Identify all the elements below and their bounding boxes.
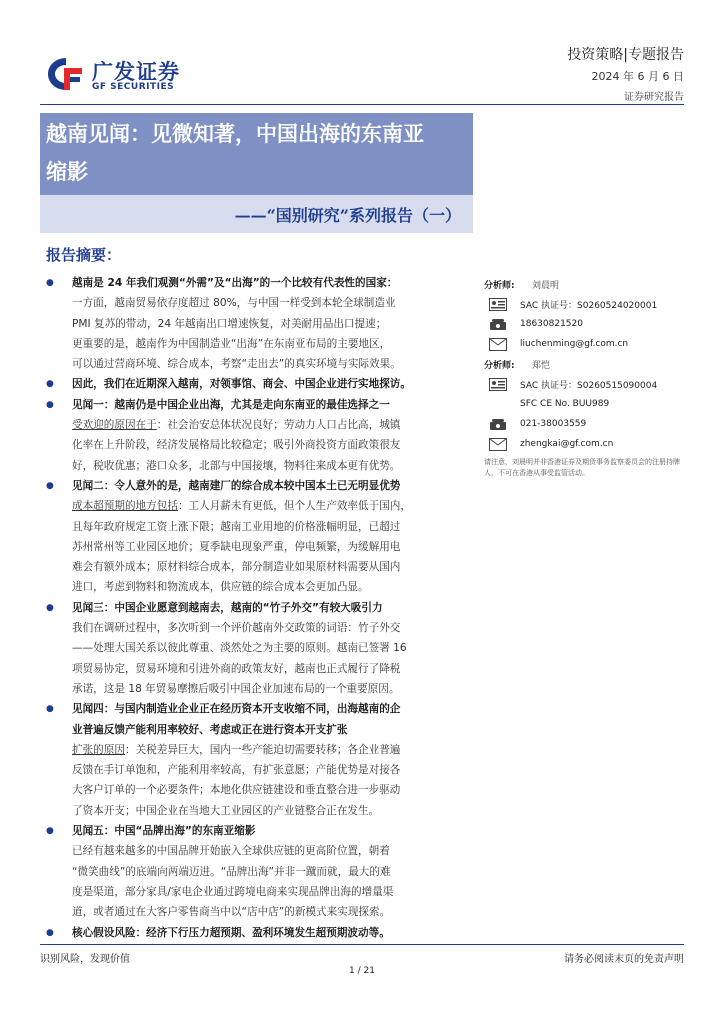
summary-heading: 报告摘要： — [46, 246, 122, 264]
summary-line — [46, 841, 466, 861]
line-text: 大客户订单的一个必要条件；本地化供应链建设和垂直整合进一步驱动 — [72, 784, 401, 797]
summary-line — [46, 577, 466, 597]
report-title-cont: 缩影 — [46, 159, 88, 184]
bullet-icon: ● — [46, 278, 54, 288]
analyst-2-sfc — [484, 394, 609, 414]
analyst-email[interactable]: liuchenming@gf.com.cn — [520, 339, 629, 349]
summary-line — [46, 415, 466, 435]
summary-line — [46, 638, 466, 658]
analyst-disclaimer: 请注意，刘晨明并非香港证券及期货事务监察委员会的注册持牌人，不可在香港从事受监管活动。 — [484, 458, 680, 477]
summary-line — [46, 334, 466, 354]
summary-line — [46, 720, 466, 740]
line-text: 道，或者通过在大客户零售商当中以“店中店”的新模式来实现探索。 — [72, 906, 391, 919]
summary-line — [46, 435, 466, 455]
line-text: 见闻四：与国内制造业企业正在经历资本开支收缩不同，出海越南的企 — [72, 703, 401, 716]
analyst-1-sac — [484, 294, 657, 314]
line-text: 难会有额外成本；原材料综合成本，部分制造业如果原材料需要从国内 — [72, 561, 401, 574]
page-number: 1 / 21 — [349, 966, 375, 976]
summary-point — [46, 395, 466, 415]
line-text: 更重要的是，越南作为中国制造业“出海”在东南亚布局的主要地区， — [72, 337, 391, 350]
summary-line — [46, 354, 466, 374]
report-subtitle: ——“国别研究”系列报告（一） — [234, 206, 461, 225]
summary-line — [46, 801, 466, 821]
analyst-sac: SAC 执证号：S0260515090004 — [520, 380, 658, 391]
logo-en-text: GF SECURITIES — [92, 82, 175, 92]
bullet-icon: ● — [46, 704, 54, 715]
analyst-name: 刘晨明 — [532, 280, 560, 291]
line-text: ：工人月薪未有更低，但个人生产效率低于国内， — [177, 500, 411, 513]
line-text: 进口，考虑到物料和物流成本，供应链的综合成本会更加凸显。 — [72, 581, 369, 594]
phone-icon — [488, 417, 508, 431]
header-divider — [40, 104, 684, 105]
line-text: 且每年政府规定工资上涨下限；越南工业用地的价格涨幅明显，已超过 — [72, 520, 401, 533]
analyst-name: 郑恺 — [532, 360, 551, 371]
summary-line — [46, 293, 466, 313]
report-date: 2024 年 6 月 6 日 — [591, 70, 684, 83]
phone-icon — [488, 317, 508, 331]
analyst-phone: 021-38003559 — [520, 419, 587, 429]
summary-point — [46, 476, 466, 496]
bullet-icon: ● — [46, 379, 54, 390]
line-text: 已经有越来越多的中国品牌开始嵌入全球供应链的更高阶位置，朝着 — [72, 845, 390, 858]
footer-divider — [40, 944, 684, 945]
analyst-label: 分析师: — [484, 280, 515, 291]
summary-point — [46, 598, 466, 618]
underlined-phrase: 成本超预期的地方包括 — [72, 500, 178, 513]
line-text: 见闻五：中国“品牌出海”的东南亚缩影 — [72, 825, 256, 838]
summary-line — [46, 496, 466, 516]
summary-point — [46, 374, 466, 394]
line-text: 度是渠道，部分家具/家电企业通过跨境电商来实现品牌出海的增量渠 — [72, 885, 394, 898]
analyst-1-phone — [484, 314, 583, 334]
summary-line — [46, 659, 466, 679]
line-text: PMI 复苏的带动，24 年越南出口增速恢复，对美耐用品出口提速； — [72, 317, 387, 330]
analyst-1-header — [484, 274, 559, 294]
summary-line — [46, 882, 466, 902]
footer-slogan: 识别风险，发现价值 — [40, 954, 130, 965]
analyst-1-email[interactable] — [484, 334, 628, 354]
analyst-phone: 18630821520 — [520, 319, 583, 329]
analyst-label: 分析师: — [484, 360, 515, 371]
bullet-icon: ● — [46, 399, 54, 410]
id-card-icon — [488, 377, 508, 391]
logo-text: 广发证券 — [92, 60, 180, 84]
underlined-phrase: 受欢迎的原因在于 — [72, 419, 157, 432]
summary-line — [46, 780, 466, 800]
summary-point — [46, 923, 466, 943]
summary-point — [46, 273, 466, 293]
line-text: 因此，我们在近期深入越南，对领事馆、商会、中国企业进行实地探访。 — [72, 378, 411, 391]
summary-line — [46, 456, 466, 476]
summary-line — [46, 314, 466, 334]
analyst-email[interactable]: zhengkai@gf.com.cn — [520, 439, 614, 449]
summary-line — [46, 557, 466, 577]
bullet-icon: ● — [46, 480, 54, 491]
id-card-icon — [488, 297, 508, 311]
line-text: 好，税收优惠；港口众多，北部与中国接壤，物料往来成本更有优势。 — [72, 459, 401, 472]
bullet-icon: ● — [46, 602, 54, 613]
bullet-icon: ● — [46, 826, 54, 837]
line-text: 见闻一：越南仍是中国企业出海，尤其是走向东南亚的最佳选择之一 — [72, 398, 390, 411]
line-text: 一方面，越南贸易依存度超过 80%，与中国一样受到本轮全球制造业 — [72, 297, 396, 310]
underlined-phrase: 扩张的原因 — [72, 743, 125, 756]
line-text: ：关税差异巨大，国内一些产能迫切需要转移；各企业普遍 — [124, 743, 401, 756]
report-type: 投资策略|专题报告 — [567, 47, 684, 63]
summary-line — [46, 760, 466, 780]
analyst-2-phone — [484, 414, 586, 434]
line-text: 越南是 24 年我们观测“外需”及“出海”的一个比较有代表性的国家： — [72, 277, 398, 289]
summary-line — [46, 537, 466, 557]
line-text: 苏州常州等工业园区地价；夏季缺电现象严重，停电频繁，为缓解用电 — [72, 540, 401, 553]
line-text: 反馈在手订单饱和，产能利用率较高，有扩张意愿；产能优势是对接各 — [72, 764, 401, 777]
summary-point — [46, 699, 466, 719]
analyst-2-sac — [484, 374, 657, 394]
line-text: 见闻二：令人意外的是，越南建厂的综合成本较中国本土已无明显优势 — [72, 479, 401, 492]
line-text: 业普遍反馈产能利用率较好、考虑或正在进行资本开支扩张 — [72, 723, 348, 736]
summary-line — [46, 740, 466, 760]
summary-line — [46, 902, 466, 922]
summary-line — [46, 618, 466, 638]
analyst-sfc: SFC CE No. BUU989 — [520, 399, 610, 409]
analyst-2-email[interactable] — [484, 434, 613, 454]
line-text: 项贸易协定，贸易环境和引进外商的政策友好，越南也正式履行了降税 — [72, 662, 401, 675]
bullet-icon: ● — [46, 927, 54, 938]
mail-icon — [488, 437, 508, 451]
report-category: 证券研究报告 — [624, 92, 684, 103]
line-text: 承诺，这是 18 年贸易摩擦后吸引中国企业加速布局的一个重要原因。 — [72, 682, 400, 695]
line-text: ——处理大国关系以彼此尊重、淡然处之为主要的原则。越南已签署 16 — [72, 642, 407, 655]
line-text: 见闻三：中国企业愿意到越南去，越南的“竹子外交”有较大吸引力 — [72, 601, 383, 614]
analyst-sac: SAC 执证号：S0260524020001 — [520, 300, 658, 311]
line-text: 了资本开支；中国企业在当地大工业园区的产业链整合正在发生。 — [72, 804, 380, 817]
summary-point — [46, 821, 466, 841]
report-title: 越南见闻：见微知著，中国出海的东南亚 — [46, 121, 424, 146]
analyst-2-header — [484, 354, 550, 374]
line-text: “微笑曲线”的底端向两端迈进。“品牌出海”并非一蹴而就，最大的难 — [72, 865, 391, 878]
footer-disclaimer-link[interactable]: 请务必阅读末页的免责声明 — [564, 954, 684, 965]
gf-logo-icon — [46, 56, 84, 92]
summary-line — [46, 679, 466, 699]
line-text: 核心假设风险：经济下行压力超预期、盈利环境发生超预期波动等。 — [72, 926, 390, 939]
line-text: 化率在上升阶段，经济发展格局比较稳定；吸引外商投资方面政策很友 — [72, 439, 401, 452]
line-text: ：社会治安总体状况良好；劳动力人口占比高，城镇 — [156, 419, 401, 432]
summary-body — [46, 273, 466, 943]
mail-icon — [488, 337, 508, 351]
line-text: 我们在调研过程中，多次听到一个评价越南外交政策的词语：竹子外交 — [72, 622, 401, 635]
summary-line — [46, 517, 466, 537]
summary-line — [46, 862, 466, 882]
line-text: 可以通过营商环境、综合成本，考察“走出去”的真实环境与实际效果。 — [72, 358, 401, 371]
